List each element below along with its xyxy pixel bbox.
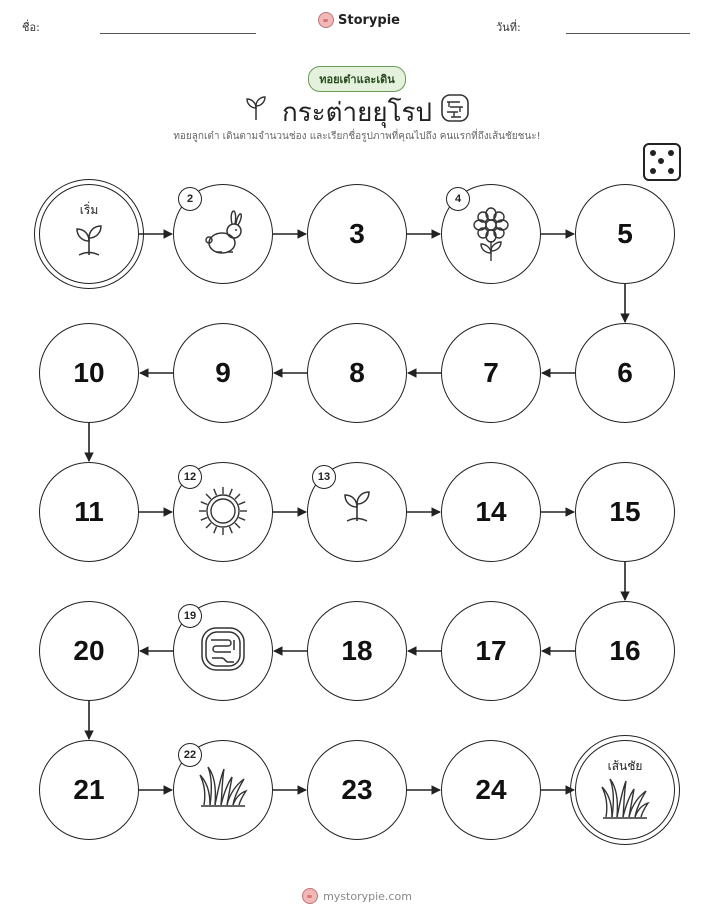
finish-square	[575, 740, 675, 840]
square-number: 3	[349, 218, 365, 249]
rabbit-icon	[196, 207, 250, 265]
page-title: กระต่ายยุโรป	[281, 98, 433, 128]
sprout-icon	[69, 219, 109, 263]
pig-icon	[302, 888, 318, 904]
square-number: 14	[475, 496, 507, 527]
date-label: วันที่:	[496, 21, 521, 34]
square-number: 21	[73, 774, 105, 805]
square-number: 20	[73, 635, 105, 666]
grass-icon	[600, 775, 650, 825]
board-square-21	[39, 740, 139, 840]
board-square-3	[307, 184, 407, 284]
board-square-24	[441, 740, 541, 840]
footer-url[interactable]: mystorypie.com	[323, 889, 412, 903]
square-number: 5	[617, 218, 633, 249]
board-square-5	[575, 184, 675, 284]
square-number: 18	[341, 635, 373, 666]
board-square-14	[441, 462, 541, 562]
board-square-16	[575, 601, 675, 701]
board-square-18	[307, 601, 407, 701]
board-square-6	[575, 323, 675, 423]
square-number-badge: 19	[178, 604, 202, 628]
square-number: 9	[215, 357, 231, 388]
board-square-23	[307, 740, 407, 840]
square-number: 10	[73, 357, 105, 388]
footer	[0, 888, 714, 904]
board-square-10	[39, 323, 139, 423]
flower-icon	[467, 207, 515, 267]
game-type-badge: ทอยเต๋าและเดิน	[308, 66, 406, 92]
finish-label: เส้นชัย	[607, 759, 643, 773]
square-number: 17	[475, 635, 507, 666]
grass-icon	[198, 763, 248, 813]
square-number: 11	[74, 496, 104, 527]
board-square-19	[173, 601, 273, 701]
board-square-9	[173, 323, 273, 423]
square-number: 23	[341, 774, 373, 805]
square-number-badge: 2	[178, 187, 202, 211]
square-number-badge: 12	[178, 465, 202, 489]
square-number: 24	[475, 774, 507, 805]
square-number: 7	[483, 357, 499, 388]
board-square-15	[575, 462, 675, 562]
sun-icon	[197, 485, 249, 541]
burrow-maze-icon	[198, 624, 248, 678]
board-square-8	[307, 323, 407, 423]
instructions: ทอยลูกเต๋า เดินตามจำนวนช่อง และเรียกชื่อรูปภาพที่คุณไปถึง คนแรกที่ถึงเส้นชัยชนะ!	[173, 131, 541, 142]
board-square-17	[441, 601, 541, 701]
square-number: 8	[349, 357, 365, 388]
name-label: ชื่อ:	[22, 21, 40, 34]
board-square-2	[173, 184, 273, 284]
square-number: 15	[609, 496, 641, 527]
square-number-badge: 13	[312, 465, 336, 489]
brand-name: Storypie	[338, 12, 400, 28]
board-square-11	[39, 462, 139, 562]
sprout-icon	[337, 485, 377, 529]
start-square	[39, 184, 139, 284]
board-square-7	[441, 323, 541, 423]
board-square-12	[173, 462, 273, 562]
square-number-badge: 22	[178, 743, 202, 767]
square-number: 6	[617, 357, 633, 388]
square-number: 16	[609, 635, 641, 666]
board-square-22	[173, 740, 273, 840]
board-square-13	[307, 462, 407, 562]
board-square-20	[39, 601, 139, 701]
square-number-badge: 4	[446, 187, 470, 211]
board-square-4	[441, 184, 541, 284]
start-label: เริ่ม	[79, 203, 99, 217]
